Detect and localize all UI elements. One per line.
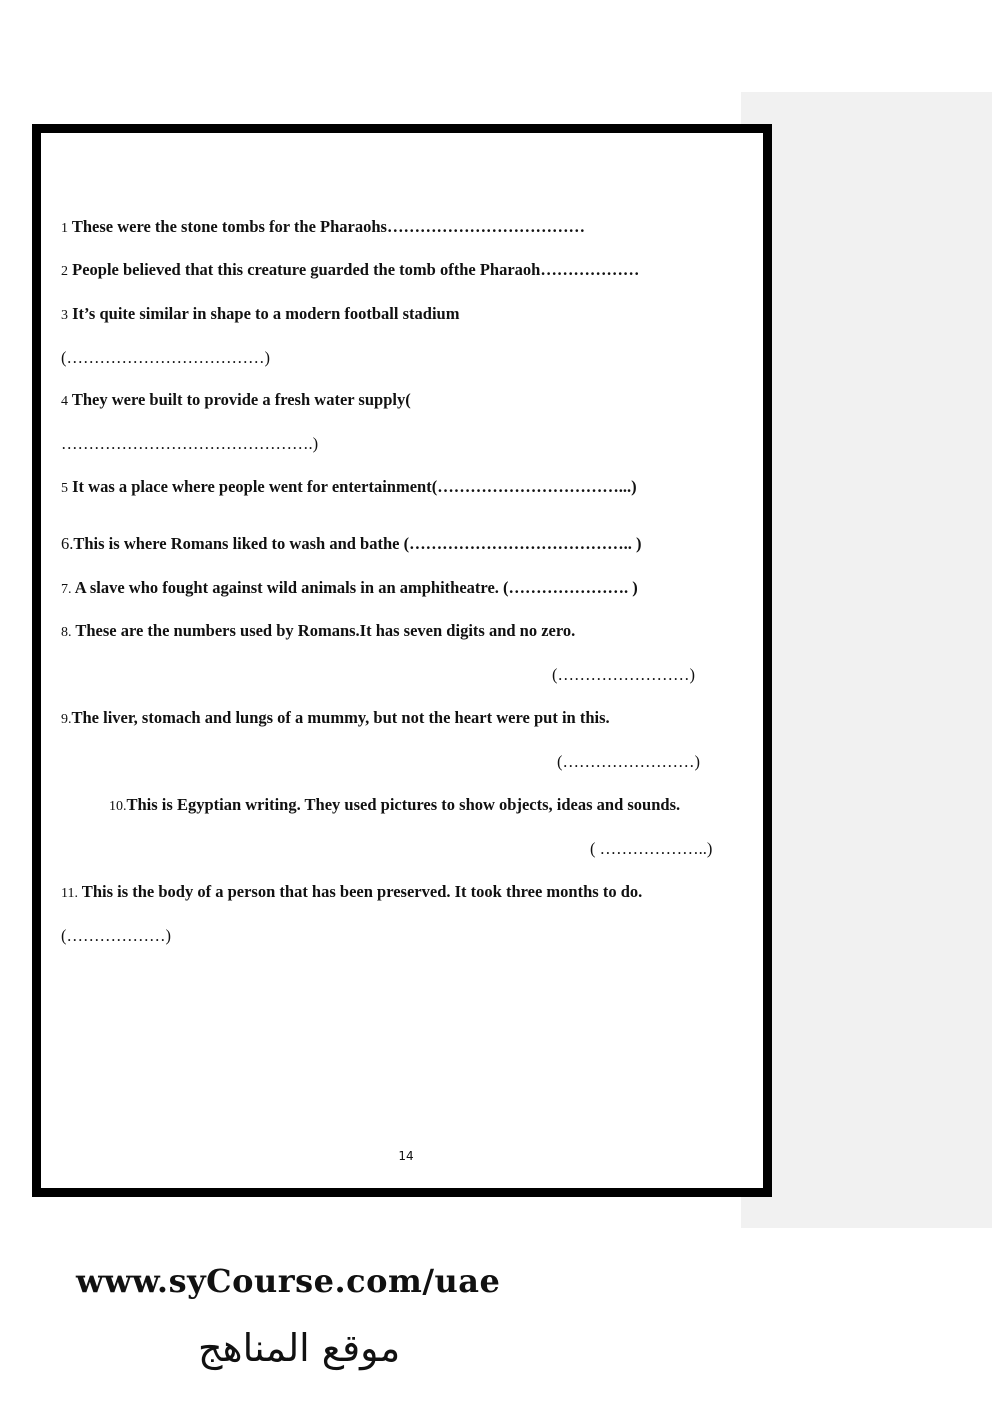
answer-4: ……………………………………….) — [61, 434, 319, 453]
question-10: 10.This is Egyptian writing. They used pictures to show objects, ideas and sounds. — [109, 795, 681, 814]
question-3: 3 It’s quite similar in shape to a modern football stadium — [61, 304, 460, 323]
worksheet-page — [32, 124, 772, 1197]
answer-11: (………………) — [61, 926, 171, 945]
question-7: 7. A slave who fought against wild animals in an amphitheatre. (…………………. ) — [61, 578, 638, 597]
answer-9: (……………………) — [557, 752, 700, 771]
question-11: 11. This is the body of a person that has been preserved. It took three months to do. — [61, 882, 643, 901]
question-2: 2 People believed that this creature guarded the tomb ofthe Pharaoh……………… — [61, 260, 640, 279]
answer-3: (………………………………) — [61, 348, 270, 367]
answer-10: ( ………………..) — [590, 839, 713, 858]
question-8: 8. These are the numbers used by Romans.It has seven digits and no zero. — [61, 621, 576, 640]
question-4: 4 They were built to provide a fresh water supply( — [61, 390, 411, 409]
page-number: 14 — [398, 1149, 414, 1163]
question-9: 9.The liver, stomach and lungs of a mummy, but not the heart were put in this. — [61, 708, 610, 727]
question-5: 5 It was a place where people went for entertainment(……………………………...) — [61, 477, 637, 496]
question-6: 6.This is where Romans liked to wash and bathe (………………………………….. ) — [61, 534, 642, 553]
site-arabic-watermark: موقع المناهج — [198, 1326, 401, 1370]
question-1: 1 These were the stone tombs for the Pharaohs……………………………… — [61, 217, 585, 236]
answer-8: (……………………) — [552, 665, 695, 684]
site-url-watermark: www.syCourse.com/uae — [76, 1262, 501, 1300]
side-panel — [741, 92, 992, 1228]
